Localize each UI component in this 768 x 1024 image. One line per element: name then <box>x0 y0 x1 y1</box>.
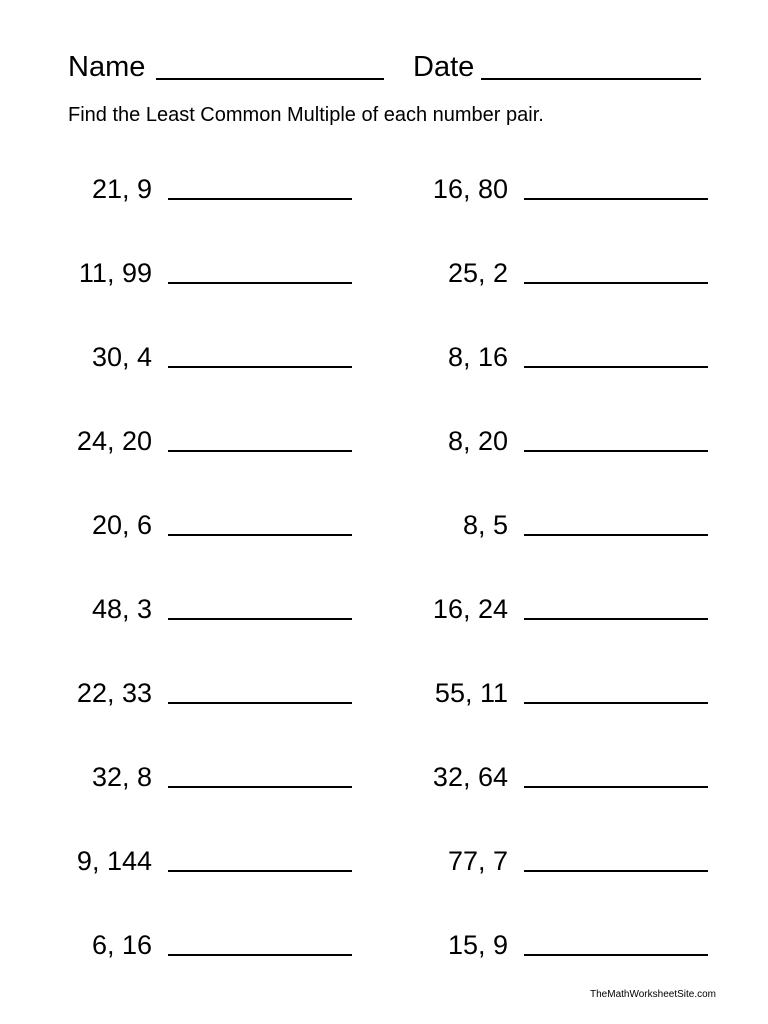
site-credit: TheMathWorksheetSite.com <box>590 989 716 1000</box>
problem-left-10 <box>66 928 366 968</box>
answer-blank[interactable] <box>524 618 708 620</box>
date-field-line[interactable] <box>481 78 701 80</box>
problem-left-3 <box>66 340 366 380</box>
number-pair: 22, 33 <box>76 678 152 708</box>
number-pair: 77, 7 <box>447 846 508 876</box>
answer-blank[interactable] <box>524 534 708 536</box>
number-pair: 16, 80 <box>432 174 508 204</box>
number-pair: 30, 4 <box>91 342 152 372</box>
answer-blank[interactable] <box>168 198 352 200</box>
answer-blank[interactable] <box>168 534 352 536</box>
problem-right-6 <box>422 592 722 632</box>
answer-blank[interactable] <box>168 450 352 452</box>
problem-right-3 <box>422 340 722 380</box>
problem-left-9 <box>66 844 366 884</box>
answer-blank[interactable] <box>168 954 352 956</box>
number-pair: 25, 2 <box>447 258 508 288</box>
number-pair: 11, 99 <box>78 258 152 288</box>
number-pair: 9, 144 <box>76 846 152 876</box>
instructions-text: Find the Least Common Multiple of each number pair. <box>68 104 544 126</box>
problem-left-1 <box>66 172 366 212</box>
number-pair: 8, 5 <box>462 510 508 540</box>
number-pair: 24, 20 <box>76 426 152 456</box>
answer-blank[interactable] <box>524 366 708 368</box>
answer-blank[interactable] <box>168 870 352 872</box>
answer-blank[interactable] <box>524 870 708 872</box>
answer-blank[interactable] <box>168 366 352 368</box>
number-pair: 55, 11 <box>434 678 508 708</box>
number-pair: 20, 6 <box>91 510 152 540</box>
answer-blank[interactable] <box>524 702 708 704</box>
problem-right-5 <box>422 508 722 548</box>
name-label: Name <box>68 51 146 83</box>
answer-blank[interactable] <box>524 282 708 284</box>
worksheet-header <box>68 48 708 88</box>
number-pair: 6, 16 <box>91 930 152 960</box>
problem-left-6 <box>66 592 366 632</box>
problem-right-8 <box>422 760 722 800</box>
problem-right-9 <box>422 844 722 884</box>
problem-left-4 <box>66 424 366 464</box>
number-pair: 48, 3 <box>91 594 152 624</box>
number-pair: 15, 9 <box>447 930 508 960</box>
answer-blank[interactable] <box>524 786 708 788</box>
answer-blank[interactable] <box>524 954 708 956</box>
date-label: Date <box>413 51 475 83</box>
problem-left-2 <box>66 256 366 296</box>
answer-blank[interactable] <box>524 198 708 200</box>
problem-right-1 <box>422 172 722 212</box>
name-field-line[interactable] <box>156 78 384 80</box>
number-pair: 32, 8 <box>91 762 152 792</box>
answer-blank[interactable] <box>524 450 708 452</box>
number-pair: 8, 16 <box>447 342 508 372</box>
answer-blank[interactable] <box>168 618 352 620</box>
answer-blank[interactable] <box>168 702 352 704</box>
problem-right-4 <box>422 424 722 464</box>
problem-left-5 <box>66 508 366 548</box>
problem-left-8 <box>66 760 366 800</box>
problem-right-7 <box>422 676 722 716</box>
problem-left-7 <box>66 676 366 716</box>
number-pair: 8, 20 <box>447 426 508 456</box>
answer-blank[interactable] <box>168 786 352 788</box>
problem-right-2 <box>422 256 722 296</box>
number-pair: 21, 9 <box>91 174 152 204</box>
number-pair: 16, 24 <box>432 594 508 624</box>
number-pair: 32, 64 <box>432 762 508 792</box>
problem-right-10 <box>422 928 722 968</box>
answer-blank[interactable] <box>168 282 352 284</box>
